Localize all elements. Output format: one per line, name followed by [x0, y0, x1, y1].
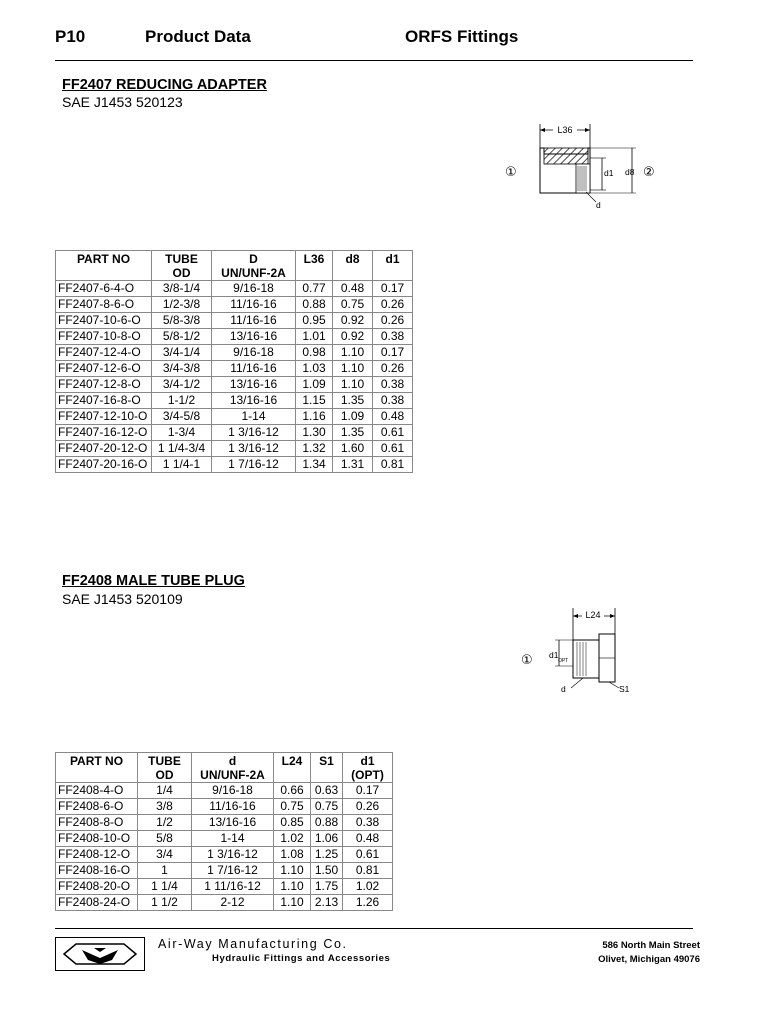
- ff2407-header-cell: [373, 251, 413, 281]
- ff2408-header-cell: [192, 753, 274, 783]
- ff2408-spec-table: [55, 752, 393, 911]
- table-cell: 0.63: [311, 783, 343, 799]
- company-tagline: Hydraulic Fittings and Accessories: [212, 953, 391, 964]
- table-cell: 1.50: [311, 863, 343, 879]
- table-cell: 1.75: [311, 879, 343, 895]
- table-cell: 3/4-3/8: [152, 361, 212, 377]
- table-row: [56, 393, 413, 409]
- header-line-1: L36: [303, 252, 325, 266]
- table-cell: 3/8-1/4: [152, 281, 212, 297]
- table-cell: 13/16-16: [212, 329, 296, 345]
- table-cell: 11/16-16: [192, 799, 274, 815]
- dim-d-label: d: [596, 200, 601, 210]
- table-cell: 1.01: [296, 329, 333, 345]
- section-standard-ff2407: SAE J1453 520123: [62, 94, 183, 110]
- table-cell: 11/16-16: [212, 313, 296, 329]
- table-cell: 1 1/4-1: [152, 457, 212, 473]
- section-standard-ff2408: SAE J1453 520109: [62, 591, 183, 607]
- ff2408-header-cell: [311, 753, 343, 783]
- table-cell: 1 1/4: [138, 879, 192, 895]
- part-number-cell: FF2408-20-O: [56, 879, 138, 895]
- male-tube-plug-drawing: [515, 604, 645, 696]
- table-cell: 13/16-16: [192, 815, 274, 831]
- ff2407-table-head: [56, 251, 413, 281]
- table-cell: 1.02: [274, 831, 311, 847]
- table-cell: 1-14: [212, 409, 296, 425]
- dim-d1-label: d1: [604, 168, 614, 178]
- part-number-cell: FF2407-20-12-O: [56, 441, 152, 457]
- table-cell: 1 3/16-12: [212, 425, 296, 441]
- table-cell: 3/8: [138, 799, 192, 815]
- table-row: [56, 377, 413, 393]
- ff2408-table-body: [56, 783, 393, 911]
- section-title-ff2408: FF2408 MALE TUBE PLUG: [62, 573, 245, 589]
- table-cell: 1.25: [311, 847, 343, 863]
- table-row: [56, 281, 413, 297]
- part-number-cell: FF2408-4-O: [56, 783, 138, 799]
- table-row: [56, 345, 413, 361]
- table-cell: 1 1/4-3/4: [152, 441, 212, 457]
- ff2407-spec-table: [55, 250, 413, 473]
- table-cell: 1 3/16-12: [212, 441, 296, 457]
- table-cell: 1/4: [138, 783, 192, 799]
- table-row: [56, 783, 393, 799]
- ff2407-header-cell: [152, 251, 212, 281]
- table-cell: 1.03: [296, 361, 333, 377]
- table-cell: 1.09: [333, 409, 373, 425]
- table-cell: 13/16-16: [212, 377, 296, 393]
- table-cell: 1.26: [343, 895, 393, 911]
- table-cell: 1-3/4: [152, 425, 212, 441]
- part-number-cell: FF2407-8-6-O: [56, 297, 152, 313]
- table-row: [56, 831, 393, 847]
- table-cell: 0.38: [373, 377, 413, 393]
- table-cell: 1.10: [274, 895, 311, 911]
- table-cell: 0.48: [343, 831, 393, 847]
- table-row: [56, 297, 413, 313]
- table-cell: 1 7/16-12: [212, 457, 296, 473]
- part-number-cell: FF2408-8-O: [56, 815, 138, 831]
- table-cell: 1.32: [296, 441, 333, 457]
- part-number-cell: FF2407-12-6-O: [56, 361, 152, 377]
- table-cell: 1.10: [333, 345, 373, 361]
- address-city: Olivet, Michigan 49076: [598, 954, 700, 965]
- table-row: [56, 329, 413, 345]
- table-cell: 1.06: [311, 831, 343, 847]
- table-cell: 1 3/16-12: [192, 847, 274, 863]
- table-row: [56, 361, 413, 377]
- header-line-1: PART NO: [76, 252, 131, 266]
- table-cell: 0.66: [274, 783, 311, 799]
- dim-opt-label: OPT: [558, 658, 569, 664]
- dim-d8-label: d8: [625, 167, 635, 177]
- part-number-cell: FF2407-12-4-O: [56, 345, 152, 361]
- part-number-cell: FF2408-16-O: [56, 863, 138, 879]
- header-line-1: TUBE: [165, 252, 198, 266]
- table-cell: 1.35: [333, 393, 373, 409]
- header-line-2: UN/UNF-2A: [200, 768, 265, 782]
- table-cell: 0.17: [373, 345, 413, 361]
- table-cell: 0.75: [333, 297, 373, 313]
- table-cell: 3/4-1/2: [152, 377, 212, 393]
- page-number: P10: [55, 27, 86, 46]
- header-line-1: d1: [360, 754, 375, 768]
- address-street: 586 North Main Street: [602, 940, 700, 951]
- part-number-cell: FF2407-6-4-O: [56, 281, 152, 297]
- table-cell: 0.61: [343, 847, 393, 863]
- table-row: [56, 441, 413, 457]
- table-cell: 0.17: [343, 783, 393, 799]
- ff2408-header-cell: [56, 753, 138, 783]
- table-cell: 2-12: [192, 895, 274, 911]
- table-cell: 0.48: [373, 409, 413, 425]
- table-cell: 13/16-16: [212, 393, 296, 409]
- table-cell: 3/4-1/4: [152, 345, 212, 361]
- table-cell: 9/16-18: [192, 783, 274, 799]
- part-number-cell: FF2407-12-10-O: [56, 409, 152, 425]
- table-cell: 0.17: [373, 281, 413, 297]
- port-2-marker: ②: [643, 165, 655, 180]
- table-cell: 9/16-18: [212, 281, 296, 297]
- header-line-1: L24: [281, 754, 303, 768]
- header-line-2: OD: [172, 266, 191, 280]
- header-line-1: S1: [319, 754, 334, 768]
- table-cell: 1/2: [138, 815, 192, 831]
- table-cell: 11/16-16: [212, 297, 296, 313]
- table-cell: 1.60: [333, 441, 373, 457]
- header-line-1: d8: [345, 252, 360, 266]
- port-1-marker: ①: [505, 165, 517, 180]
- part-number-cell: FF2407-16-8-O: [56, 393, 152, 409]
- ff2407-table-body: [56, 281, 413, 473]
- table-cell: 1.08: [274, 847, 311, 863]
- table-row: [56, 457, 413, 473]
- table-row: [56, 815, 393, 831]
- header-line-1: D: [249, 252, 258, 266]
- header-line-2: OD: [155, 768, 174, 782]
- table-cell: 0.26: [373, 313, 413, 329]
- table-cell: 0.38: [373, 329, 413, 345]
- table-row: [56, 879, 393, 895]
- table-cell: 0.92: [333, 329, 373, 345]
- table-cell: 3/4: [138, 847, 192, 863]
- table-cell: 1.16: [296, 409, 333, 425]
- table-cell: 1.30: [296, 425, 333, 441]
- table-cell: 0.88: [311, 815, 343, 831]
- page-title: Product Data: [145, 27, 251, 46]
- ff2407-header-cell: [296, 251, 333, 281]
- table-row: [56, 895, 393, 911]
- table-cell: 2.13: [311, 895, 343, 911]
- dim-d-label: d: [561, 684, 566, 694]
- table-row: [56, 313, 413, 329]
- table-cell: 1.35: [333, 425, 373, 441]
- table-cell: 5/8-3/8: [152, 313, 212, 329]
- ff2408-header-cell: [343, 753, 393, 783]
- ff2408-table-head: [56, 753, 393, 783]
- port-1-marker: ①: [521, 653, 533, 668]
- table-cell: 1.10: [333, 377, 373, 393]
- table-cell: 0.26: [373, 297, 413, 313]
- part-number-cell: FF2407-20-16-O: [56, 457, 152, 473]
- table-cell: 0.75: [311, 799, 343, 815]
- part-number-cell: FF2407-10-8-O: [56, 329, 152, 345]
- table-cell: 0.26: [343, 799, 393, 815]
- header-line-1: d1: [385, 252, 400, 266]
- ff2408-header-cell: [138, 753, 192, 783]
- table-cell: 0.26: [373, 361, 413, 377]
- ff2408-header-cell: [274, 753, 311, 783]
- table-cell: 0.95: [296, 313, 333, 329]
- table-cell: 3/4-5/8: [152, 409, 212, 425]
- table-row: [56, 409, 413, 425]
- table-cell: 1.09: [296, 377, 333, 393]
- table-cell: 0.48: [333, 281, 373, 297]
- dim-l24-label: L24: [585, 610, 601, 620]
- table-cell: 5/8-1/2: [152, 329, 212, 345]
- table-cell: 0.77: [296, 281, 333, 297]
- company-name: Air-Way Manufacturing Co.: [158, 937, 348, 951]
- header-line-1: TUBE: [148, 754, 181, 768]
- part-number-cell: FF2407-16-12-O: [56, 425, 152, 441]
- table-row: [56, 847, 393, 863]
- table-cell: 1 7/16-12: [192, 863, 274, 879]
- table-cell: 1-14: [192, 831, 274, 847]
- table-cell: 11/16-16: [212, 361, 296, 377]
- table-cell: 9/16-18: [212, 345, 296, 361]
- table-cell: 1.10: [333, 361, 373, 377]
- dim-l36-label: L36: [557, 125, 573, 135]
- table-cell: 1-1/2: [152, 393, 212, 409]
- header-divider: [55, 60, 693, 61]
- table-cell: 0.61: [373, 425, 413, 441]
- part-number-cell: FF2408-12-O: [56, 847, 138, 863]
- dim-d1-label: d1: [549, 650, 559, 660]
- table-row: [56, 425, 413, 441]
- table-cell: 0.81: [373, 457, 413, 473]
- table-cell: 0.38: [343, 815, 393, 831]
- reducing-adapter-drawing: [500, 118, 670, 210]
- ff2407-header-cell: [56, 251, 152, 281]
- table-cell: 1.02: [343, 879, 393, 895]
- table-cell: 5/8: [138, 831, 192, 847]
- part-number-cell: FF2408-24-O: [56, 895, 138, 911]
- ff2407-header-cell: [333, 251, 373, 281]
- header-line-2: (OPT): [351, 768, 384, 782]
- table-cell: 0.92: [333, 313, 373, 329]
- table-cell: 1.15: [296, 393, 333, 409]
- section-title-ff2407: FF2407 REDUCING ADAPTER: [62, 77, 267, 93]
- table-cell: 0.85: [274, 815, 311, 831]
- footer-divider: [55, 928, 693, 929]
- table-cell: 1.10: [274, 863, 311, 879]
- table-cell: 1 11/16-12: [192, 879, 274, 895]
- table-cell: 1.10: [274, 879, 311, 895]
- table-cell: 1/2-3/8: [152, 297, 212, 313]
- table-cell: 0.38: [373, 393, 413, 409]
- table-cell: 0.98: [296, 345, 333, 361]
- table-row: [56, 799, 393, 815]
- table-cell: 0.81: [343, 863, 393, 879]
- part-number-cell: FF2408-10-O: [56, 831, 138, 847]
- ff2407-header-cell: [212, 251, 296, 281]
- table-cell: 1 1/2: [138, 895, 192, 911]
- header-line-1: d: [228, 754, 237, 768]
- table-cell: 0.75: [274, 799, 311, 815]
- page-category: ORFS Fittings: [405, 27, 519, 46]
- table-cell: 1: [138, 863, 192, 879]
- table-cell: 0.88: [296, 297, 333, 313]
- table-cell: 1.34: [296, 457, 333, 473]
- table-cell: 1.31: [333, 457, 373, 473]
- part-number-cell: FF2407-12-8-O: [56, 377, 152, 393]
- table-cell: 0.61: [373, 441, 413, 457]
- part-number-cell: FF2408-6-O: [56, 799, 138, 815]
- part-number-cell: FF2407-10-6-O: [56, 313, 152, 329]
- company-logo: [55, 937, 145, 971]
- dim-s1-label: S1: [619, 684, 630, 694]
- header-line-2: UN/UNF-2A: [221, 266, 286, 280]
- header-line-1: PART NO: [69, 754, 124, 768]
- table-row: [56, 863, 393, 879]
